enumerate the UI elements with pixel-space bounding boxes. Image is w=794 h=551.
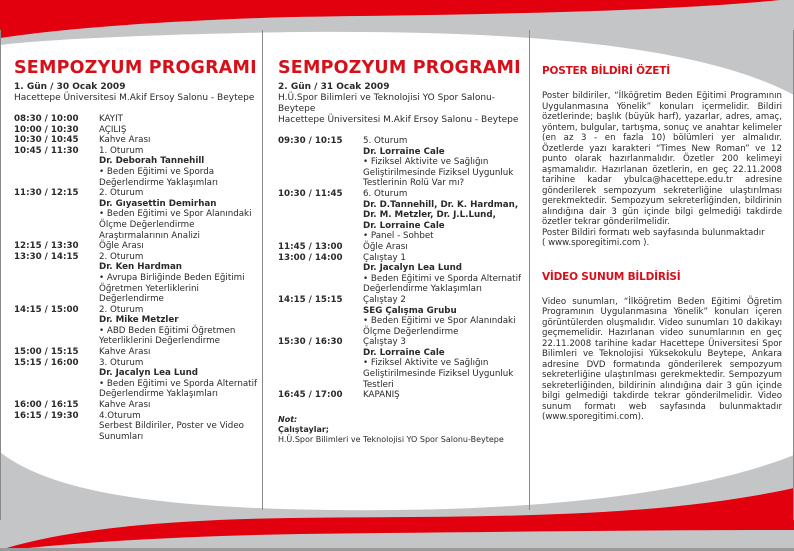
schedule-time: 16:45 / 17:00 (278, 390, 343, 401)
schedule-time: 13:00 / 14:00 (278, 252, 343, 263)
schedule-line: • Beden Eğitimi ve Sporda Alternatif Değerlendirme Yaklaşımları (363, 273, 522, 295)
schedule-description (363, 136, 526, 189)
schedule-time: 10:45 / 11:30 (14, 145, 79, 156)
schedule-line: 5. Oturum (363, 136, 408, 146)
day1-schedule (14, 114, 259, 442)
schedule-row (14, 411, 259, 443)
schedule-row (14, 358, 259, 400)
schedule-line: • Avrupa Birliğinde Beden Eğitimi Öğretmen Yeterliklerini Değerlendirme (99, 272, 245, 305)
schedule-description (363, 253, 526, 295)
day2-title: SEMPOZYUM PROGRAMI (278, 58, 521, 78)
schedule-speaker: Dr. Jacalyn Lea Lund (99, 368, 198, 379)
day1-date: 1. Gün / 30 Ocak 2009 (14, 82, 126, 92)
schedule-line: Kahve Arası (99, 347, 151, 358)
schedule-description (99, 347, 259, 358)
schedule-line: 3. Oturum (99, 357, 144, 368)
schedule-line: • ABD Beden Eğitimi Öğretmen Yeterliklerini Değerlendirme (99, 325, 236, 347)
schedule-time: 10:30 / 10:45 (14, 135, 79, 146)
schedule-row (14, 146, 259, 188)
day2-note (278, 415, 526, 445)
poster-section-text (542, 91, 782, 249)
schedule-time: 16:15 / 19:30 (14, 410, 79, 421)
schedule-description (99, 188, 259, 241)
schedule-description (363, 242, 526, 253)
video-section-text: Video sunumları, “İlköğretim Beden Eğitimi Öğretim Programının Uygulanmasına Yönelik” konuları içeren görüntülerden oluşmalıdır. Video sunumları 10 dakikayı geçmemelidir. Hazırlanan video sunumlarının en geç 22.11.2008 tarihine kadar Hacettepe Üniversitesi Spor Bilimleri ve Teknolojisi Yüksekokulu Beytepe, Ankara adresine DVD formatında gönderilerek sempozyum sekreterliğine ulaştırılması gerekmektedir. Sempozyum sekreterliğinden, bildirinin alındığına dair 3 gün içinde bilgi gelmediği takdirde tekrar gönderilmelidir. Video sunum formatı web sayfasında bulunmaktadır (www.sporegitimi.com). (542, 296, 782, 422)
schedule-time: 11:30 / 12:15 (14, 188, 79, 199)
schedule-line: AÇILIŞ (99, 124, 127, 135)
schedule-description (363, 189, 526, 242)
schedule-speaker: Dr. Ken Hardman (99, 262, 182, 273)
schedule-row (14, 305, 259, 347)
schedule-line: • Beden Eğitimi ve Spor Alanındaki Ölçme Değerlendirme (363, 316, 516, 337)
schedule-row (14, 188, 259, 241)
schedule-line: 2. Oturum (99, 188, 144, 199)
schedule-speaker: Dr. Mike Metzler (99, 315, 179, 326)
schedule-time: 13:30 / 14:15 (14, 251, 79, 262)
schedule-time: 15:15 / 16:00 (14, 357, 79, 368)
schedule-line: Çalıştay 3 (363, 337, 406, 348)
schedule-time: 14:15 / 15:00 (14, 304, 79, 315)
schedule-row (278, 242, 526, 253)
schedule-row (14, 347, 259, 358)
column-divider-1 (262, 30, 263, 510)
schedule-time: 16:00 / 16:15 (14, 400, 79, 411)
schedule-row (278, 337, 526, 390)
schedule-description (99, 135, 259, 146)
schedule-line: • Panel - Sohbet (363, 231, 434, 242)
schedule-row (14, 135, 259, 146)
schedule-time: 08:30 / 10:00 (14, 114, 79, 124)
schedule-row (278, 390, 526, 401)
day2-venue-2: Hacettepe Üniversitesi M.Akif Ersoy Salonu - Beytepe (278, 115, 519, 125)
schedule-line: 6. Oturum (363, 188, 408, 199)
schedule-speaker: SEG Çalışma Grubu (363, 305, 457, 316)
schedule-row (14, 114, 259, 125)
schedule-row (14, 125, 259, 136)
schedule-row (278, 189, 526, 242)
schedule-line: Kahve Arası (99, 135, 151, 146)
schedule-line: Serbest Bildiriler, Poster ve Video Sunumları (99, 421, 244, 442)
schedule-line: • Beden Eğitimi ve Sporda Değerlendirme Yaklaşımları (99, 166, 218, 188)
schedule-speaker: Dr. D.Tannehill, Dr. K. Hardman, (363, 199, 519, 210)
schedule-row (14, 400, 259, 411)
schedule-description (99, 358, 259, 400)
video-section-title: VİDEO SUNUM BİLDİRİSİ (542, 270, 681, 283)
day2-schedule (278, 136, 526, 401)
schedule-line: 1. Oturum (99, 145, 144, 156)
schedule-line: • Beden Eğitimi ve Sporda Alternatif Değerlendirme Yaklaşımları (99, 378, 258, 400)
schedule-line: 4.Oturum (99, 410, 141, 421)
schedule-description (363, 295, 526, 337)
schedule-speaker: Dr. Jacalyn Lea Lund (363, 263, 462, 274)
schedule-speaker: Dr. Deborah Tannehill (99, 156, 205, 167)
schedule-row (14, 241, 259, 252)
day1-column (14, 58, 259, 442)
schedule-row (278, 253, 526, 295)
schedule-line: • Fiziksel Aktivite ve Sağlığın Geliştirilmesinde Fiziksel Uygunluk Testleri (363, 358, 514, 390)
day1-venue: Hacettepe Üniversitesi M.Akif Ersoy Salonu - Beytepe (14, 93, 255, 103)
schedule-line: KAYIT (99, 114, 123, 124)
poster-format-text: Poster Bildiri formatı web sayfasında bulunmaktadır (542, 227, 765, 238)
poster-text: Poster bildiriler, “İlköğretim Beden Eğitimi Programının Uygulanmasına Yönelik” konuları içermelidir. Bildiri özetlerinde; başlık (büyük harf), yazarlar, adres, amaç, yöntem, bulgular, tartışma, sonuç ve anahtar kelimeler (en az 3 - en fazla 10) bölümleri yer almalıdır. Özetlerde yazı karakteri “Times New Roman” ve 12 punto olarak hazırlanmalıdır. Özetler 200 kelimeyi aşmamalıdır. Hazırlanan özetlerin, en geç 22.11.2008 tarihine kadar ybulca@hacettepe.edu.tr adresine gönderilerek sempozyum sekreterliğine ulaştırılması gerekmektedir. Sempozyum sekreterliğinden, bildirinin alındığına dair 3 gün içinde bilgi gelmediği takdirde özetler tekrar gönderilmelidir. (542, 91, 782, 227)
schedule-line: Öğle Arası (99, 241, 144, 252)
schedule-time: 11:45 / 13:00 (278, 241, 343, 252)
schedule-time: 15:30 / 16:30 (278, 337, 343, 348)
schedule-speaker: Dr. Gıyasettin Demirhan (99, 198, 217, 209)
note-title: Çalıştaylar; (278, 424, 329, 434)
schedule-line: • Beden Eğitimi ve Spor Alanındaki Ölçme Değerlendirme Araştırmalarının Analizi (99, 209, 252, 241)
day2-date: 2. Gün / 31 Ocak 2009 (278, 82, 390, 92)
schedule-time: 14:15 / 15:15 (278, 294, 343, 305)
poster-section-title: POSTER BİLDİRİ ÖZETİ (542, 65, 670, 77)
schedule-description (99, 400, 259, 411)
note-text: H.Ü.Spor Bilimleri ve Teknolojisi YO Spor Salonu-Beytepe (278, 434, 504, 444)
schedule-line: 2. Oturum (99, 251, 144, 262)
schedule-time: 09:30 / 10:15 (278, 136, 343, 146)
schedule-description (99, 241, 259, 252)
schedule-row (278, 136, 526, 189)
schedule-row (278, 295, 526, 337)
schedule-line: Çalıştay 1 (363, 252, 406, 263)
schedule-time: 10:00 / 10:30 (14, 124, 79, 135)
schedule-description (99, 146, 259, 188)
schedule-speaker: Dr. Lorraine Cale (363, 347, 445, 358)
schedule-time: 12:15 / 13:30 (14, 241, 79, 252)
schedule-speaker: Dr. M. Metzler, Dr. J.L.Lund, (363, 210, 496, 221)
info-column (542, 65, 782, 423)
schedule-row (14, 252, 259, 305)
schedule-speaker: Dr. Lorraine Cale (363, 146, 445, 157)
schedule-line: Çalıştay 2 (363, 294, 406, 305)
schedule-line: Kahve Arası (99, 400, 151, 411)
schedule-description (99, 114, 259, 125)
schedule-description (99, 305, 259, 347)
day2-column (278, 58, 526, 445)
schedule-description (99, 252, 259, 305)
schedule-description (363, 390, 526, 401)
schedule-time: 15:00 / 15:15 (14, 347, 79, 358)
schedule-speaker: Dr. Lorraine Cale (363, 220, 445, 231)
schedule-description (99, 411, 259, 443)
schedule-description (99, 125, 259, 136)
schedule-line: • Fiziksel Aktivite ve Sağlığın Geliştirilmesinde Fiziksel Uygunluk Testlerinin Rolü Var mı? (363, 157, 514, 189)
day2-venue-1: H.Ü.Spor Bilimleri ve Teknolojisi YO Spor Salonu-Beytepe (278, 93, 495, 114)
schedule-line: Öğle Arası (363, 241, 408, 252)
schedule-line: 2. Oturum (99, 304, 144, 315)
column-divider-2 (529, 30, 530, 510)
day1-title: SEMPOZYUM PROGRAMI (14, 58, 257, 78)
schedule-line: KAPANIŞ (363, 390, 400, 401)
note-label: Not: (278, 414, 298, 424)
poster-format-link[interactable]: ( www.sporegitimi.com ). (542, 238, 650, 248)
schedule-description (363, 337, 526, 390)
schedule-time: 10:30 / 11:45 (278, 188, 343, 199)
